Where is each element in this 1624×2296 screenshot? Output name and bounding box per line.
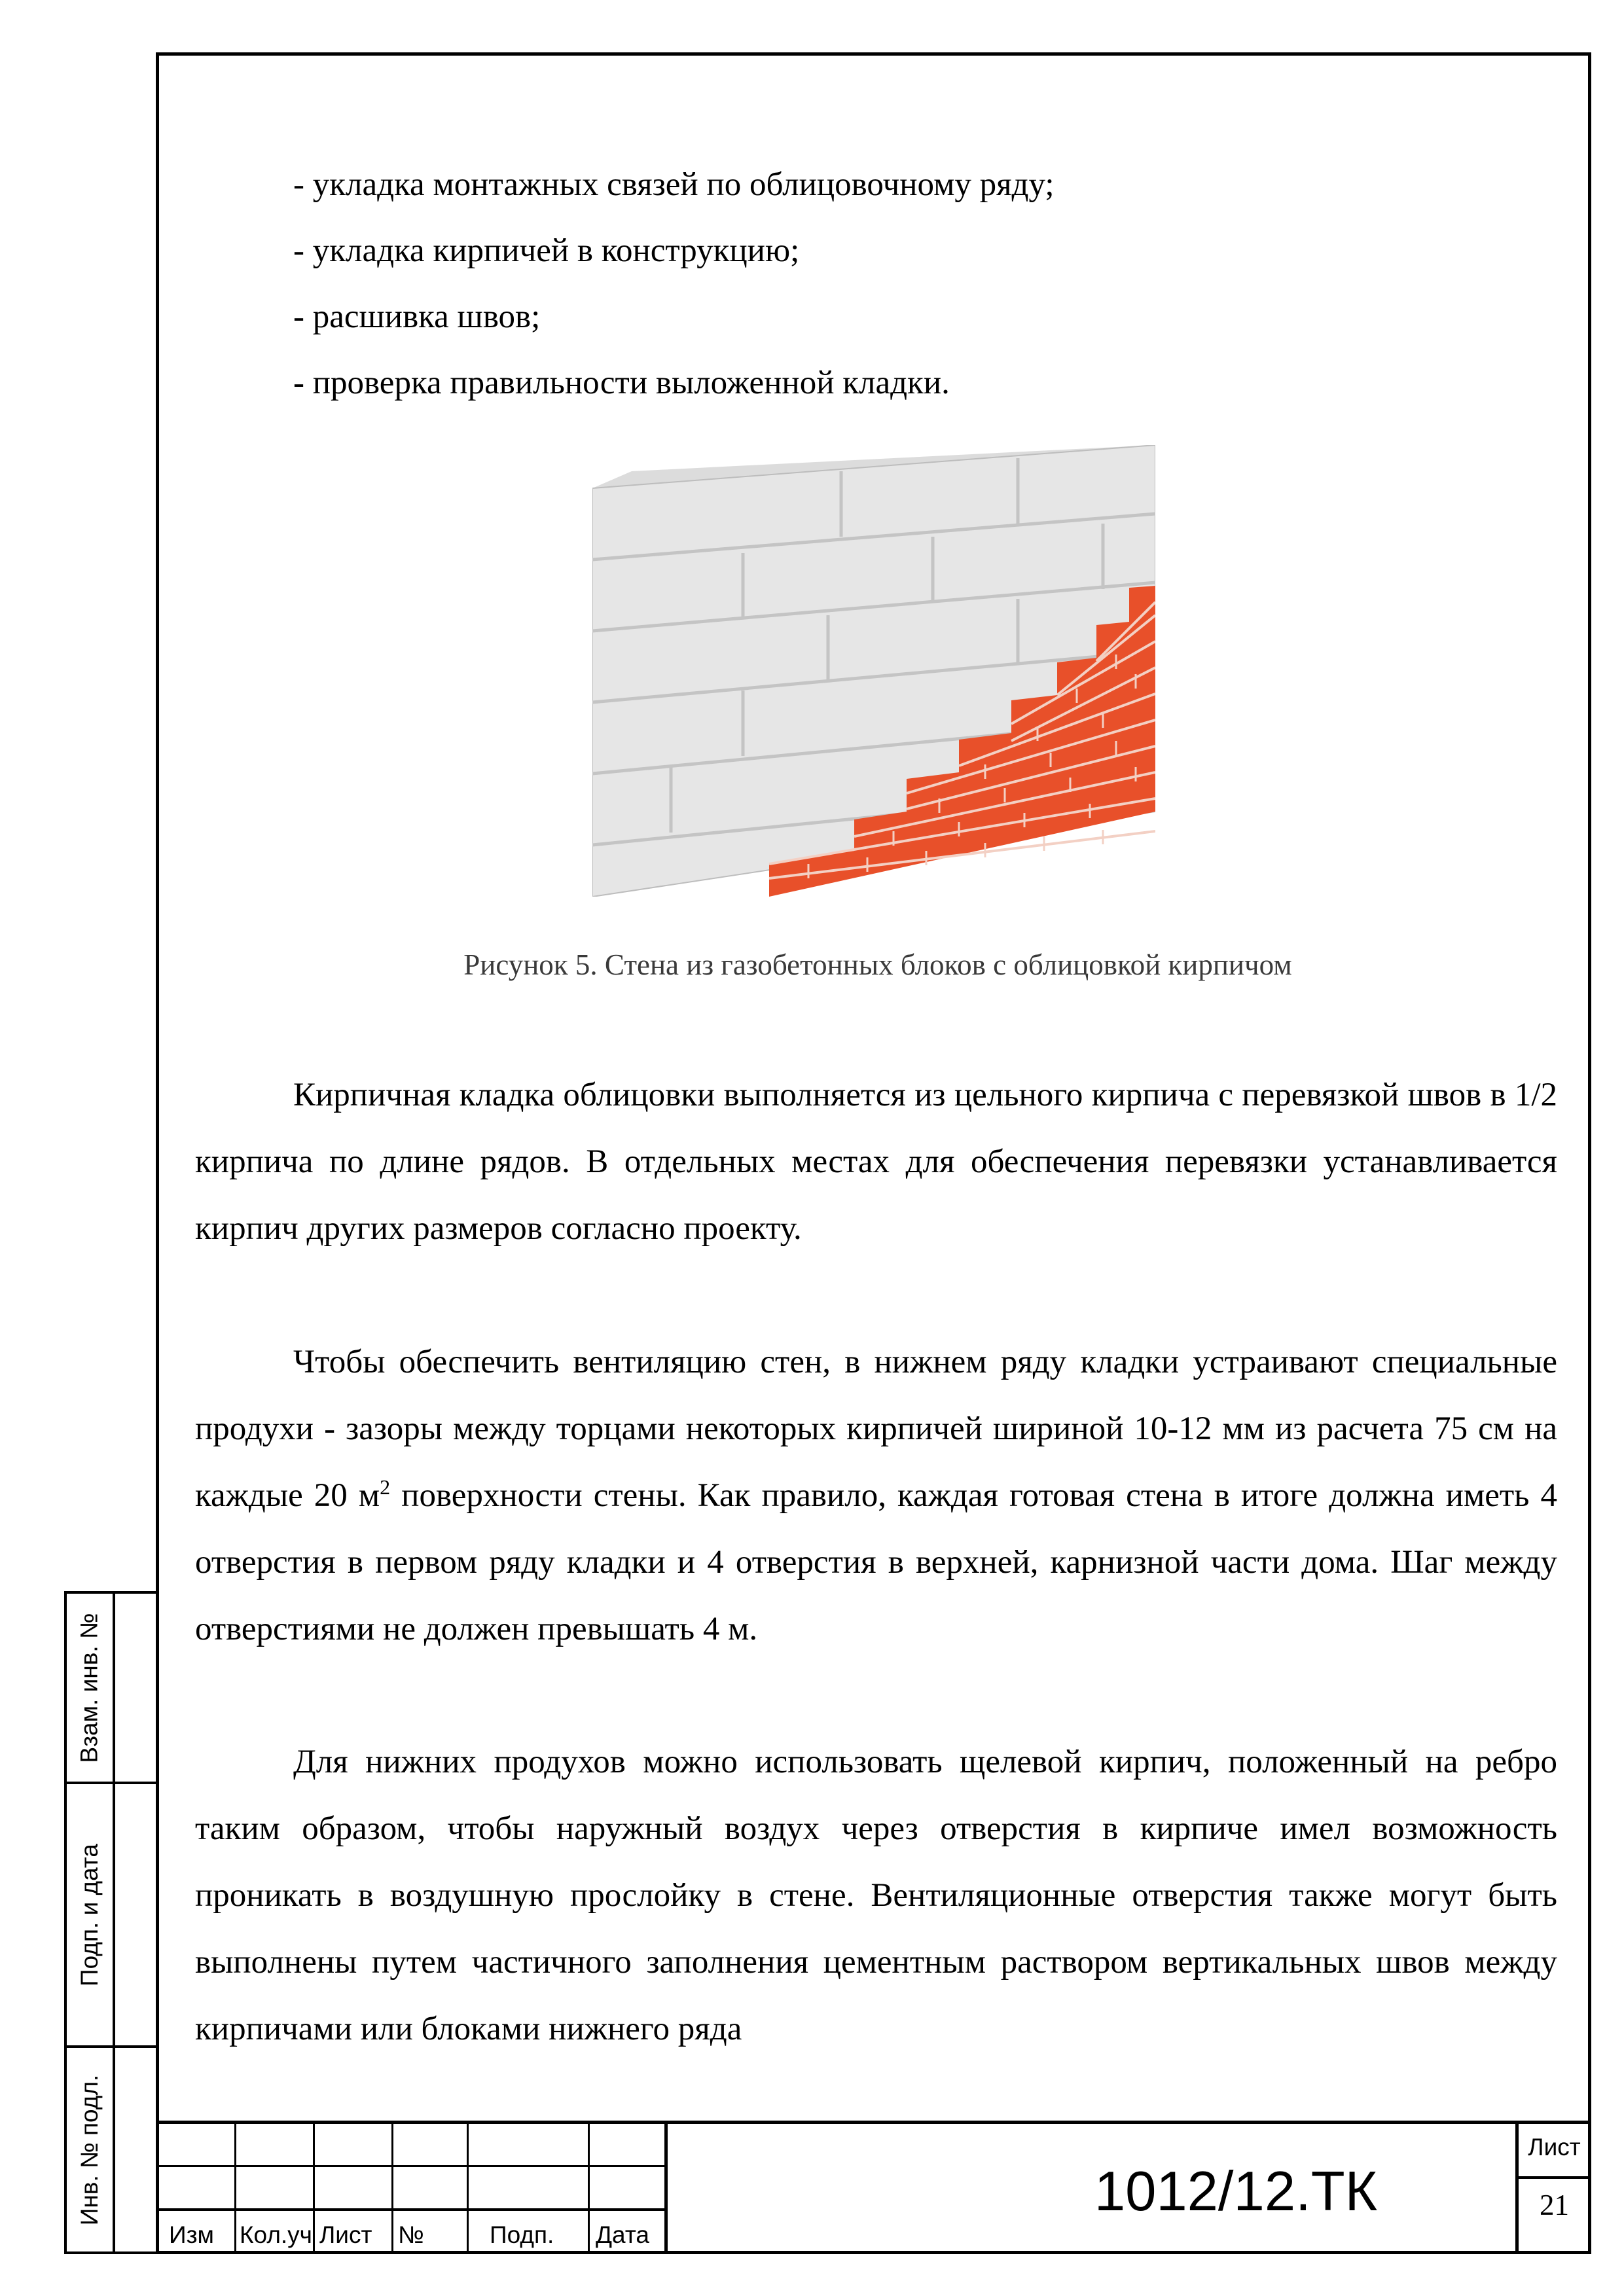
- superscript: 2: [380, 1475, 391, 1499]
- paragraph: Чтобы обеспечить вентиляцию стен, в нижнем ряду кладки устраивают специальные продухи - зазоры между торцами некоторых кирпичей шириной 10-12 мм из расчета 75 см на каждые 20 $м^2$ поверхности стены. Как правило, каждая готовая стена в итоге должна иметь 4 отверстия в первом ряду кладки и 4 отверстия в верхней, карнизной части дома. Шаг между отверстиями не должен превышать 4 м.: [195, 1344, 1557, 1647]
- wall-svg: [592, 445, 1155, 897]
- col-label-date: Дата: [596, 2221, 649, 2248]
- title-block: [156, 2121, 1591, 2254]
- wall-illustration: [592, 445, 1155, 897]
- side-cell-replace-inv: [64, 1591, 156, 1784]
- sheet-label: Лист: [1528, 2134, 1581, 2161]
- paragraph: Для нижних продухов можно использовать щелевой кирпич, положенный на ребро таким образом, чтобы наружный воздух через отверстия в кирпиче имел возможность проникать в воздушную прослойку в стене. Вентиляционные отверстия также могут быть выполнены путем частичного заполнения цементным раствором вертикальных швов между кирпичами или блоками нижнего ряда: [195, 1744, 1557, 2047]
- bullet-item: - расшивка швов;: [293, 298, 541, 335]
- side-cell-orig-inv: [64, 2045, 156, 2254]
- bullet-item: - укладка монтажных связей по облицовочному ряду;: [293, 166, 1055, 203]
- bullet-list: [293, 152, 1055, 416]
- col-label-kolvo: Кол.уч: [240, 2221, 312, 2248]
- document-code: 1012/12.ТК: [1094, 2161, 1378, 2223]
- side-label: Инв. № подл.: [76, 2074, 103, 2225]
- bullet-item: - проверка правильности выложенной кладки.: [293, 365, 950, 401]
- paragraph: Кирпичная кладка облицовки выполняется из цельного кирпича с перевязкой швов в 1/2 кирпича по длине рядов. В отдельных местах для обеспечения перевязки устанавливается кирпич других размеров согласно проекту.: [195, 1077, 1557, 1247]
- side-label: Подп. и дата: [76, 1843, 103, 1986]
- figure-caption: Рисунок 5. Стена из газобетонных блоков с облицовкой кирпичом: [463, 948, 1292, 981]
- bullet-item: - укладка кирпичей в конструкцию;: [293, 232, 800, 269]
- col-label-izm: Изм: [169, 2221, 214, 2248]
- side-stamp: [64, 1591, 156, 2254]
- col-label-sign: Подп.: [490, 2221, 554, 2248]
- side-cell-sign-date: [64, 1782, 156, 2048]
- side-label: Взам. инв. №: [76, 1612, 103, 1763]
- sheet-number: 21: [1540, 2189, 1569, 2221]
- col-label-list: Лист: [319, 2221, 372, 2248]
- col-label-num: №: [398, 2221, 424, 2248]
